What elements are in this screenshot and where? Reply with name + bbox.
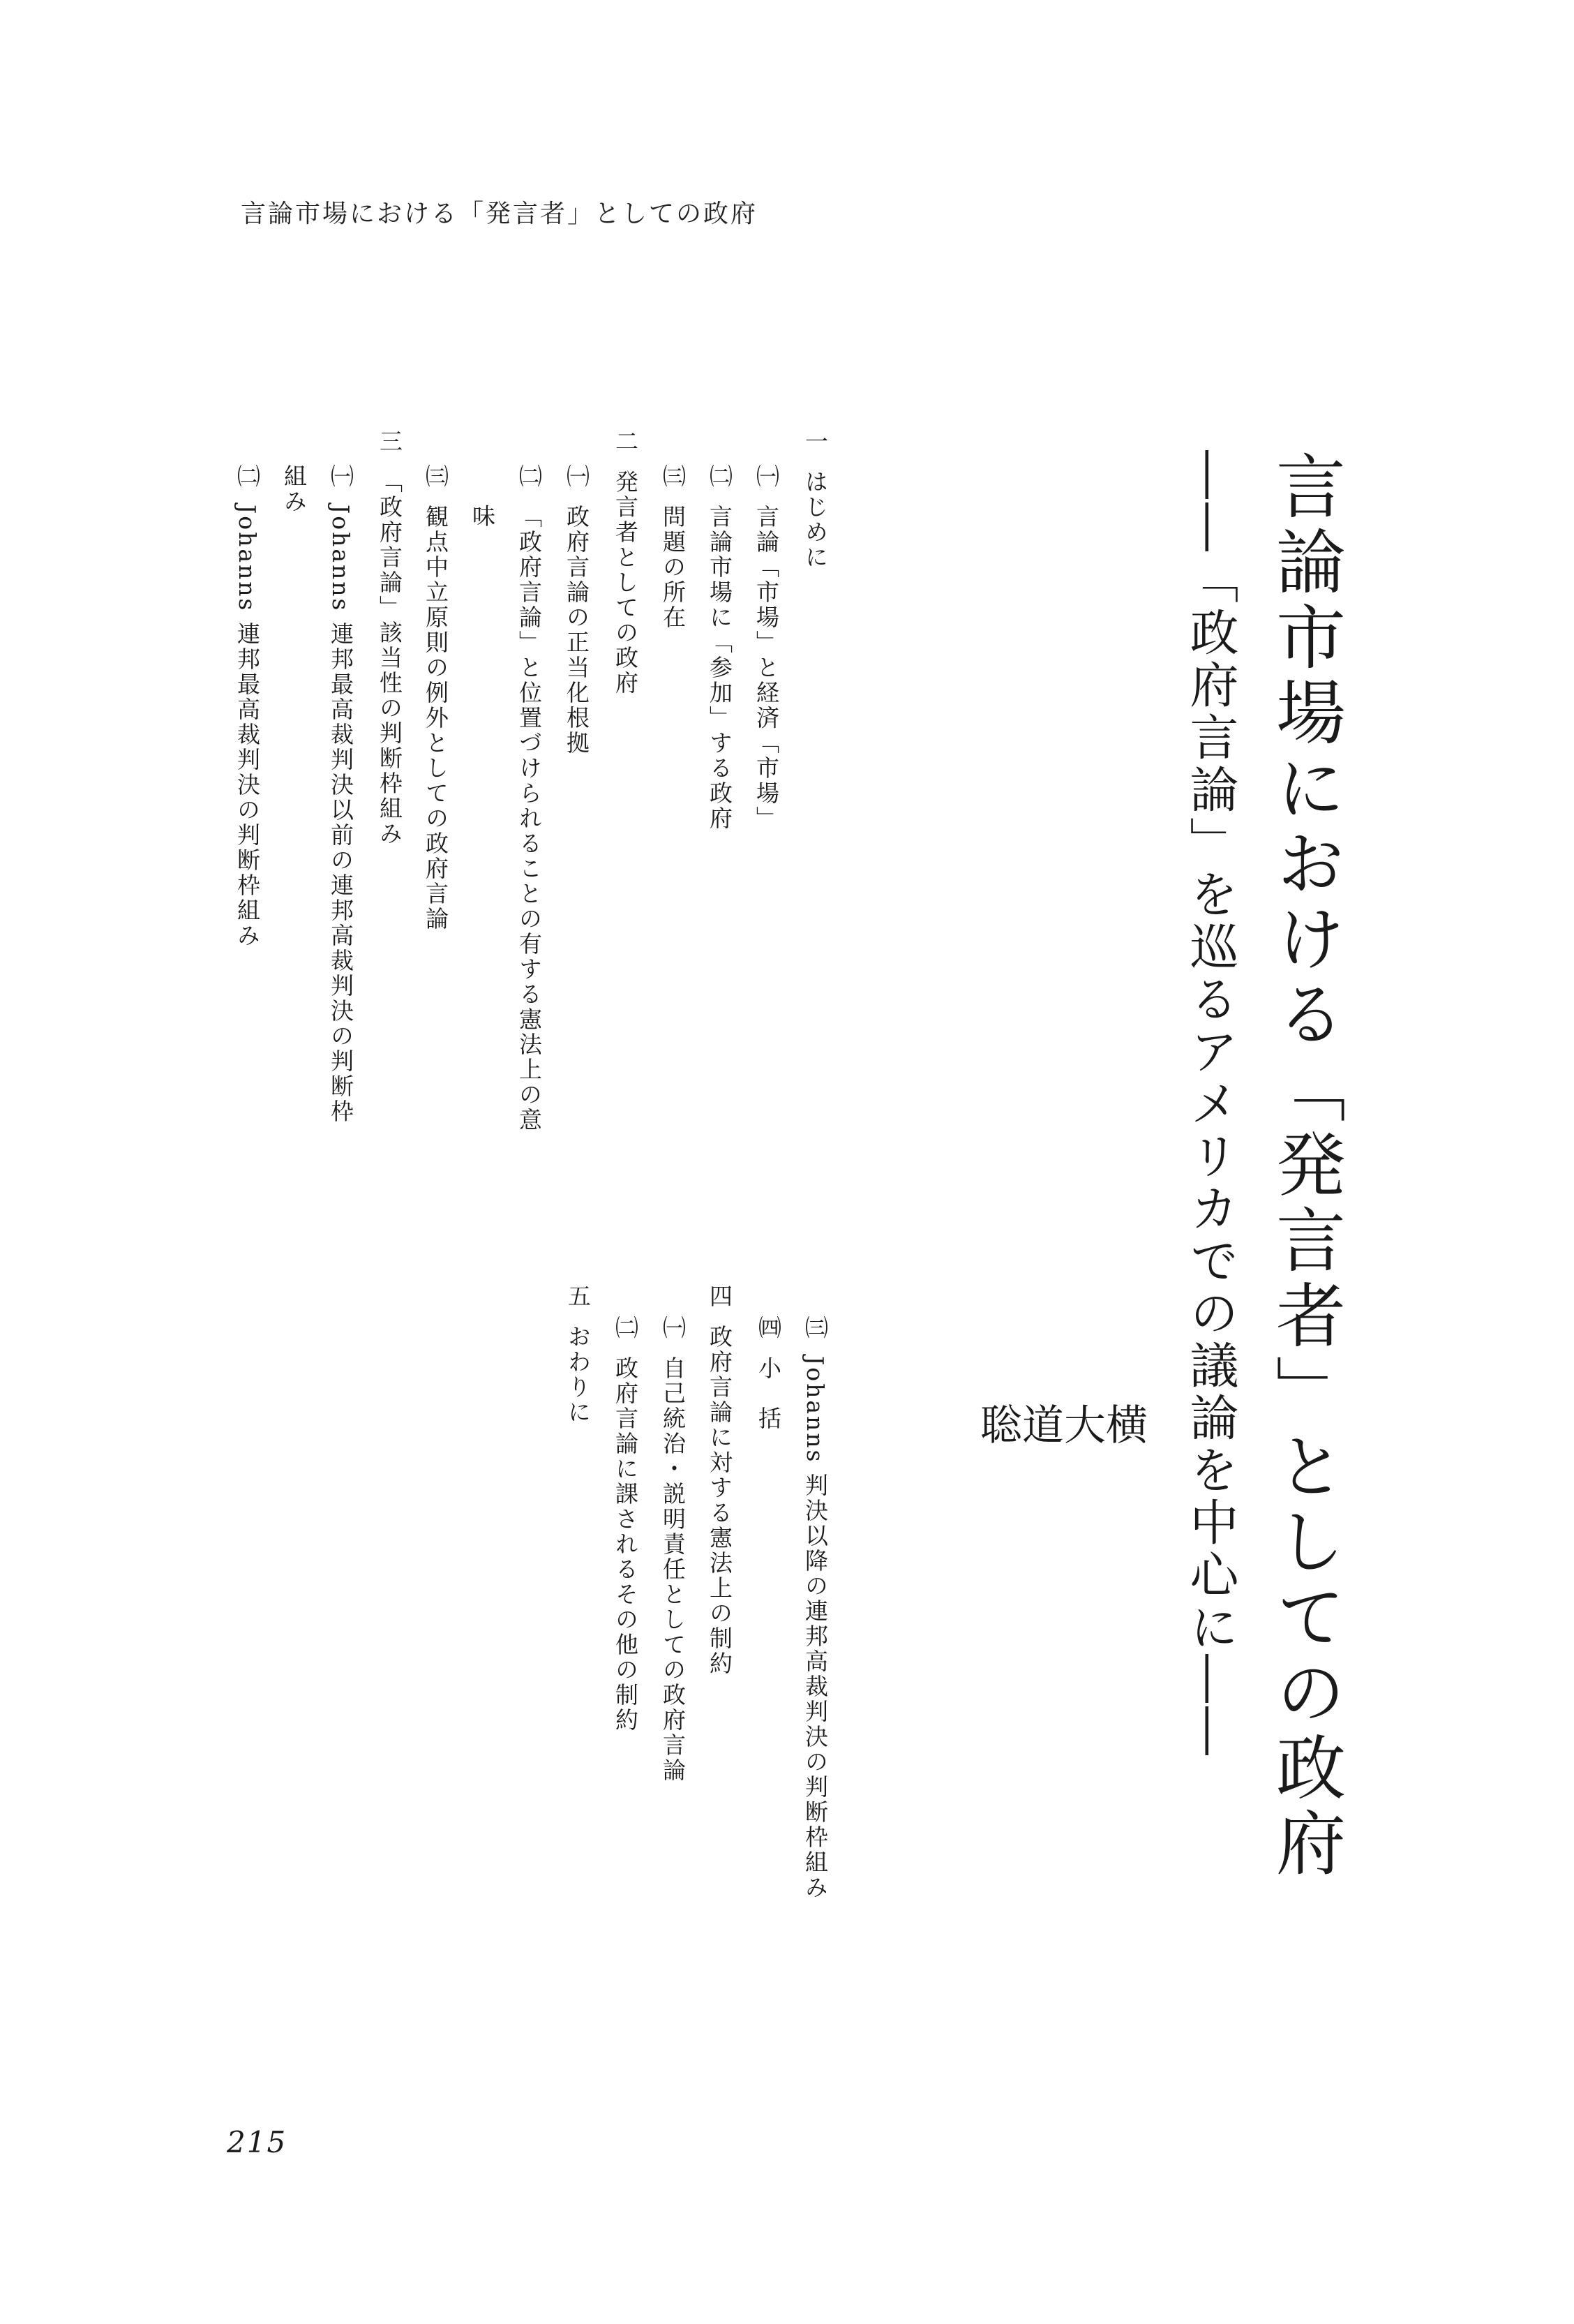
- toc-item: [804, 1316, 827, 1900]
- toc-item: [471, 504, 494, 529]
- toc-item: [659, 464, 687, 630]
- page-number: 215: [227, 2125, 287, 2159]
- main-title: 言論市場における「発言者」としての政府: [1264, 450, 1346, 1882]
- toc-number: ㈡: [612, 1316, 639, 1341]
- toc-number: ㈣: [755, 1316, 782, 1341]
- toc-item: [804, 429, 827, 570]
- toc-item: [659, 1316, 687, 1783]
- toc-item: [564, 1284, 592, 1425]
- toc-number: ㈢: [659, 464, 687, 489]
- toc-number: ㈠: [753, 464, 780, 489]
- toc-number: 二: [612, 429, 639, 454]
- toc-number: ㈠: [327, 464, 354, 489]
- author-name: [973, 1403, 1148, 1528]
- author-char: 聡: [973, 1403, 1022, 1473]
- toc-item: [757, 1316, 780, 1431]
- toc-number: ㈠: [563, 464, 590, 489]
- toc-text: Johanns 連邦最高裁判決の判断枠組み: [234, 505, 261, 948]
- toc-text: 「政府言論」と位置づけられることの有する憲法上の意: [516, 505, 543, 1133]
- toc-number: ㈡: [516, 464, 543, 489]
- toc-text: 言論「市場」と経済「市場」: [753, 505, 780, 831]
- subtitle: ――「政府言論」を巡るアメリカでの議論を中心に――: [1182, 450, 1239, 1759]
- toc-text: 政府言論に対する憲法上の制約: [706, 1325, 733, 1676]
- toc-item: [236, 464, 259, 948]
- toc-item: [280, 464, 308, 514]
- toc-text: おわりに: [564, 1325, 592, 1425]
- toc-text: Johanns 判決以降の連邦高裁判決の判断枠組み: [802, 1356, 829, 1900]
- toc-text: 自己統治・説明責任としての政府言論: [659, 1356, 687, 1783]
- toc-text: 小 括: [755, 1356, 782, 1431]
- toc-text: 組み: [280, 464, 308, 514]
- toc-item: [518, 464, 541, 1133]
- toc-item: [708, 1284, 731, 1676]
- toc-text: 政府言論に課されるその他の制約: [612, 1356, 639, 1733]
- toc-number: ㈡: [234, 464, 261, 489]
- toc-number: ㈢: [422, 464, 449, 489]
- toc-item: [378, 429, 401, 847]
- toc-text: 味: [469, 504, 496, 529]
- toc-number: 三: [376, 429, 403, 454]
- toc-number: 一: [802, 429, 829, 454]
- author-char: 道: [1015, 1403, 1064, 1473]
- toc-item: [614, 1316, 637, 1733]
- toc-text: 言論市場に「参加」する政府: [706, 505, 733, 831]
- toc-text: 「政府言論」該当性の判断枠組み: [376, 470, 403, 847]
- toc-item: [755, 464, 778, 831]
- toc-number: ㈢: [802, 1316, 829, 1341]
- toc-item: [614, 429, 637, 696]
- toc-text: 発言者としての政府: [612, 470, 639, 696]
- author-char: 大: [1057, 1403, 1106, 1473]
- author-char: 横: [1099, 1403, 1148, 1473]
- toc-item: [329, 464, 352, 1124]
- running-header: 言論市場における「発言者」としての政府: [241, 200, 758, 228]
- toc-text: 政府言論の正当化根拠: [563, 505, 590, 756]
- toc-text: Johanns 連邦最高裁判決以前の連邦高裁判決の判断枠: [327, 505, 354, 1124]
- toc-item: [565, 464, 588, 756]
- toc-item: [424, 464, 447, 932]
- toc-text: 観点中立原則の例外としての政府言論: [422, 505, 449, 932]
- toc-text: はじめに: [802, 470, 829, 570]
- toc-number: ㈠: [659, 1316, 687, 1341]
- toc-number: 五: [564, 1284, 592, 1309]
- toc-item: [708, 464, 731, 831]
- toc-number: 四: [706, 1284, 733, 1309]
- toc-number: ㈡: [706, 464, 733, 489]
- toc-text: 問題の所在: [659, 505, 687, 630]
